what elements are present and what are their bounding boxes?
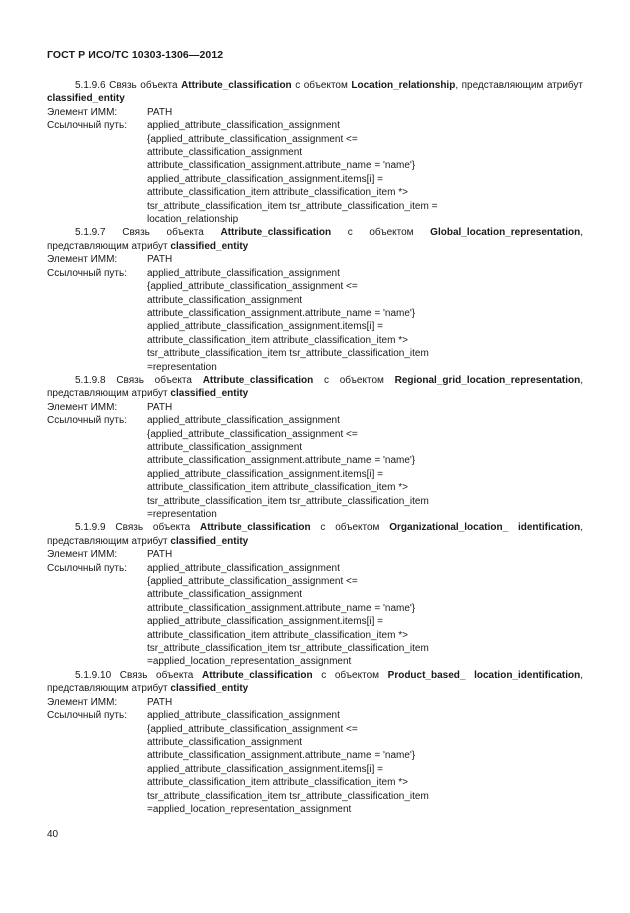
imm-label: Элемент ИММ: [47, 696, 118, 708]
target-entity: Product_based_ location_identification [387, 669, 581, 681]
path-line: attribute_classification_item attribute_classification_item *> [147, 629, 408, 641]
path-label: Ссылочный путь: [47, 710, 127, 722]
path-line: applied_attribute_classification_assignment.items[i] = [147, 763, 383, 775]
path-line: attribute_classification_item attribute_classification_item *> [147, 482, 408, 494]
imm-value: PATH [147, 696, 173, 708]
heading-text: , представляющим атрибут [47, 669, 583, 695]
imm-element-row [47, 696, 583, 709]
imm-element-row [47, 253, 583, 266]
path-line: =applied_location_representation_assignment [147, 656, 352, 668]
attribute-name: classified_entity [170, 240, 249, 252]
path-line: applied_attribute_classification_assignment [147, 415, 340, 427]
imm-value: PATH [147, 106, 173, 118]
reference-path-row [47, 267, 583, 374]
path-line: attribute_classification_item attribute_classification_item *> [147, 777, 408, 789]
path-line: attribute_classification_assignment [147, 589, 303, 601]
path-lines [147, 119, 583, 226]
path-line: applied_attribute_classification_assignment.items[i] = [147, 616, 383, 628]
path-line: location_relationship [147, 214, 239, 226]
path-line: tsr_attribute_classification_item tsr_attribute_classification_item [147, 790, 429, 802]
target-entity: Global_location_representation [430, 227, 581, 239]
path-line: {applied_attribute_classification_assignment <= [147, 723, 358, 735]
path-line: attribute_classification_item attribute_classification_item *> [147, 187, 408, 199]
heading-text: Связь объекта [111, 669, 202, 681]
path-line: attribute_classification_assignment [147, 294, 303, 306]
path-line: attribute_classification_assignment [147, 441, 303, 453]
heading-text: Связь объекта [105, 374, 203, 386]
section-5-1-9-7 [47, 226, 583, 373]
section-number: 5.1.9.6 [75, 80, 106, 91]
path-line: attribute_classification_assignment.attribute_name = 'name'} [147, 750, 416, 762]
target-entity: Regional_grid_location_representation [394, 374, 581, 386]
entity-name: Attribute_classification [200, 522, 311, 534]
path-label: Ссылочный путь: [47, 562, 127, 574]
imm-label: Элемент ИММ: [47, 401, 118, 413]
heading-text: Связь объекта [105, 522, 200, 534]
section-5-1-9-10 [47, 669, 583, 816]
imm-label: Элемент ИММ: [47, 549, 118, 561]
imm-element-row [47, 106, 583, 119]
heading-text: с объектом [313, 374, 395, 386]
imm-label: Элемент ИММ: [47, 254, 118, 266]
path-line: tsr_attribute_classification_item tsr_attribute_classification_item [147, 495, 429, 507]
attribute-name: classified_entity [170, 388, 249, 400]
section-heading [47, 79, 583, 106]
page-number: 40 [47, 829, 59, 840]
section-5-1-9-9 [47, 521, 583, 668]
attribute-name: classified_entity [170, 535, 249, 547]
heading-text: Связь объекта [105, 80, 182, 91]
path-line: attribute_classification_item attribute_classification_item *> [147, 334, 408, 346]
attribute-name: classified_entity [47, 93, 125, 105]
imm-element-row [47, 401, 583, 414]
path-line: =representation [147, 509, 217, 520]
section-heading [47, 521, 583, 548]
reference-path-row [47, 119, 583, 226]
path-line: {applied_attribute_classification_assignment <= [147, 428, 358, 440]
section-number: 5.1.9.8 [75, 374, 106, 386]
heading-text: с объектом [312, 669, 388, 681]
target-entity: Organizational_location_ identification [389, 522, 581, 534]
path-line: applied_attribute_classification_assignment [147, 267, 340, 279]
section-heading [47, 226, 583, 253]
reference-path-row [47, 562, 583, 669]
imm-value: PATH [147, 254, 173, 266]
section-heading [47, 669, 583, 696]
section-heading [47, 374, 583, 401]
path-line: attribute_classification_assignment.attribute_name = 'name'} [147, 455, 416, 467]
attribute-name: classified_entity [170, 683, 249, 695]
path-line: applied_attribute_classification_assignment [147, 710, 340, 722]
entity-name: Attribute_classification [202, 374, 314, 386]
imm-element-row [47, 548, 583, 561]
imm-value: PATH [147, 549, 173, 561]
imm-label: Элемент ИММ: [47, 106, 118, 118]
heading-text: с объектом [331, 227, 431, 239]
section-5-1-9-8 [47, 374, 583, 521]
path-line: {applied_attribute_classification_assignment <= [147, 133, 358, 145]
path-line: {applied_attribute_classification_assignment <= [147, 281, 358, 293]
heading-text: , представляющим атрибут [47, 227, 583, 252]
entity-name: Attribute_classification [201, 669, 313, 681]
path-lines [147, 414, 583, 521]
path-line: applied_attribute_classification_assignment [147, 120, 340, 132]
document-body [47, 79, 583, 816]
entity-name: Attribute_classification [220, 227, 332, 239]
entity-name: Attribute_classification [181, 80, 292, 91]
section-number: 5.1.9.7 [75, 227, 106, 239]
path-line: applied_attribute_classification_assignment [147, 562, 340, 574]
page-header: ГОСТ Р ИСО/ТС 10303-1306—2012 [47, 49, 224, 61]
path-label: Ссылочный путь: [47, 120, 127, 132]
section-number: 5.1.9.9 [75, 522, 106, 534]
heading-text: с объектом [291, 80, 352, 91]
path-line: =representation [147, 361, 217, 373]
path-line: attribute_classification_assignment.attribute_name = 'name'} [147, 307, 416, 319]
path-lines [147, 267, 583, 374]
path-label: Ссылочный путь: [47, 267, 127, 279]
path-line: applied_attribute_classification_assignment.items[i] = [147, 173, 383, 185]
target-entity: Location_relationship [351, 80, 456, 91]
heading-text: Связь объекта [105, 227, 221, 239]
path-lines [147, 562, 583, 669]
reference-path-row [47, 709, 583, 816]
heading-text: с объектом [310, 522, 390, 534]
path-lines [147, 709, 583, 816]
path-line: {applied_attribute_classification_assignment <= [147, 576, 358, 588]
section-number: 5.1.9.10 [75, 669, 112, 681]
path-line: tsr_attribute_classification_item tsr_attribute_classification_item = [147, 200, 438, 212]
path-line: attribute_classification_assignment [147, 147, 303, 159]
path-line: attribute_classification_assignment.attribute_name = 'name'} [147, 602, 416, 614]
path-line: tsr_attribute_classification_item tsr_attribute_classification_item [147, 643, 429, 655]
imm-value: PATH [147, 401, 173, 413]
path-line: applied_attribute_classification_assignment.items[i] = [147, 468, 383, 480]
path-line: applied_attribute_classification_assignment.items[i] = [147, 321, 383, 333]
reference-path-row [47, 414, 583, 521]
heading-text: , представляющим атрибут [47, 522, 583, 547]
path-line: =applied_location_representation_assignment [147, 803, 352, 815]
path-line: tsr_attribute_classification_item tsr_attribute_classification_item [147, 348, 429, 360]
heading-text: , представляющим атрибут [455, 80, 583, 91]
path-line: attribute_classification_assignment [147, 736, 303, 748]
heading-text: , представляющим атрибут [47, 374, 583, 400]
path-line: attribute_classification_assignment.attribute_name = 'name'} [147, 160, 416, 172]
section-5-1-9-6 [47, 79, 583, 226]
path-label: Ссылочный путь: [47, 415, 127, 427]
